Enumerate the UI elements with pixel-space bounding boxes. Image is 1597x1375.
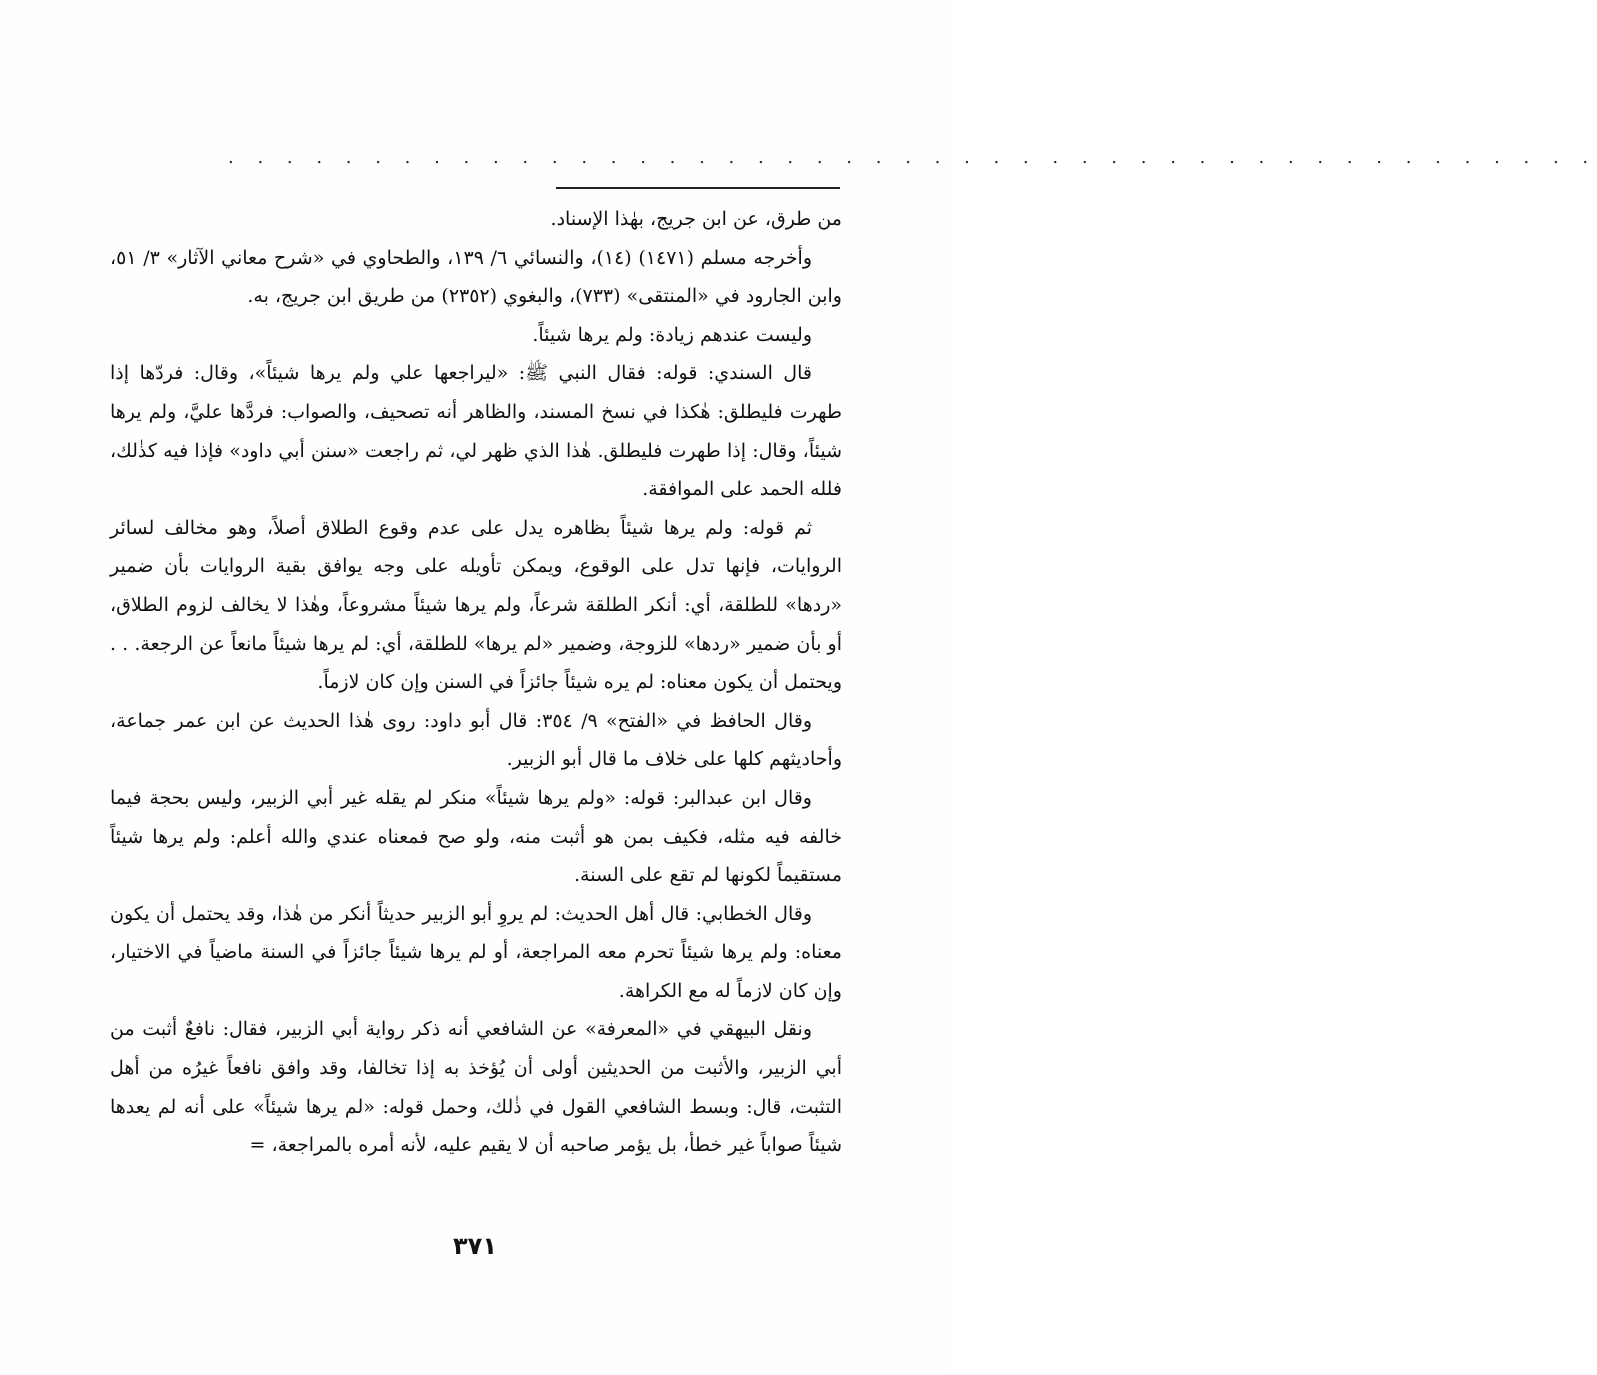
footnote-paragraph: ثم قوله: ولم يرها شيئاً بظاهره يدل على عدم وقوع الطلاق أصلاً، وهو مخالف لسائر الروايات، فإنها تدل على الوقوع، ويمكن تأويله على وجه يوافق بقية الروايات بأن ضمير «ردها» للطلقة، أي: أنكر الطلقة شرعاً، ولم يرها شيئاً مشروعاً، وهٰذا لا يخالف لزوم الطلاق، أو بأن ضمير «ردها» للزوجة، وضمير «لم يرها» للطلقة، أي: لم يرها شيئاً مانعاً عن الرجعة. . . ويحتمل أن يكون معناه: لم يره شيئاً جائزاً في السنن وإن كان لازماً. [110,516,842,694]
footnote-paragraph: وقال الخطابي: قال أهل الحديث: لم يروِ أبو الزبير حديثاً أنكر من هٰذا، وقد يحتمل أن يكون معناه: ولم يرها شيئاً تحرم معه المراجعة، أو لم يرها شيئاً جائزاً في السنة ماضياً في الاختيار، وإن كان لازماً له مع الكراهة. [110,902,842,1002]
footnote-paragraph: وأخرجه مسلم (١٤٧١) (١٤)، والنسائي ٦/ ١٣٩، والطحاوي في «شرح معاني الآثار» ٣/ ٥١، وابن الجارود في «المنتقى» (٧٣٣)، والبغوي (٢٣٥٢) من طريق ابن جريج، به. [110,246,842,308]
footnote-rule [556,187,840,189]
footnote-paragraph: وليست عندهم زيادة: ولم يرها شيئاً. [532,323,812,346]
footnote-body [110,200,842,1165]
footnote-paragraph: من طرق، عن ابن جريج، بهٰذا الإسناد. [550,208,842,230]
footnote-dotted-separator: . . . . . . . . . . . . . . . . . . . . . . . . . . . . . . . . . . . . . . . . . . . . . . . [228,147,1597,168]
footnote-paragraph: قال السندي: قوله: فقال النبي ﷺ: «ليراجعها علي ولم يرها شيئاً»، وقال: فردّها إذا طهرت فليطلق: هٰكذا في نسخ المسند، والظاهر أنه تصحيف، والصواب: فردَّها عليَّ، ولم يرها شيئاً، وقال: إذا طهرت فليطلق. هٰذا الذي ظهر لي، ثم راجعت «سنن أبي داود» فإذا فيه كذٰلك، فلله الحمد على الموافقة. [110,362,842,501]
page-number: ٣٧١ [453,1232,497,1260]
footnote-paragraph: وقال الحافظ في «الفتح» ٩/ ٣٥٤: قال أبو داود: روى هٰذا الحديث عن ابن عمر جماعة، وأحاديثهم كلها على خلاف ما قال أبو الزبير. [110,709,842,771]
footnote-paragraph: وقال ابن عبدالبر: قوله: «ولم يرها شيئاً» منكر لم يقله غير أبي الزبير، وليس بحجة فيما خالفه فيه مثله، فكيف بمن هو أثبت منه، ولو صح فمعناه عندي والله أعلم: ولم يرها شيئاً مستقيماً لكونها لم تقع على السنة. [110,786,842,887]
footnote-paragraph: ونقل البيهقي في «المعرفة» عن الشافعي أنه ذكر رواية أبي الزبير، فقال: نافعٌ أثبت من أبي الزبير، والأثبت من الحديثين أولى أن يُؤخذ به إذا تخالفا، وقد وافق نافعاً غيرُه من أهل التثبت، قال: وبسط الشافعي القول في ذٰلك، وحمل قوله: «لم يرها شيئاً» على أنه لم يعدها شيئاً صواباً غير خطأ، بل يؤمر صاحبه أن لا يقيم عليه، لأنه أمره بالمراجعة، = [110,1018,842,1157]
